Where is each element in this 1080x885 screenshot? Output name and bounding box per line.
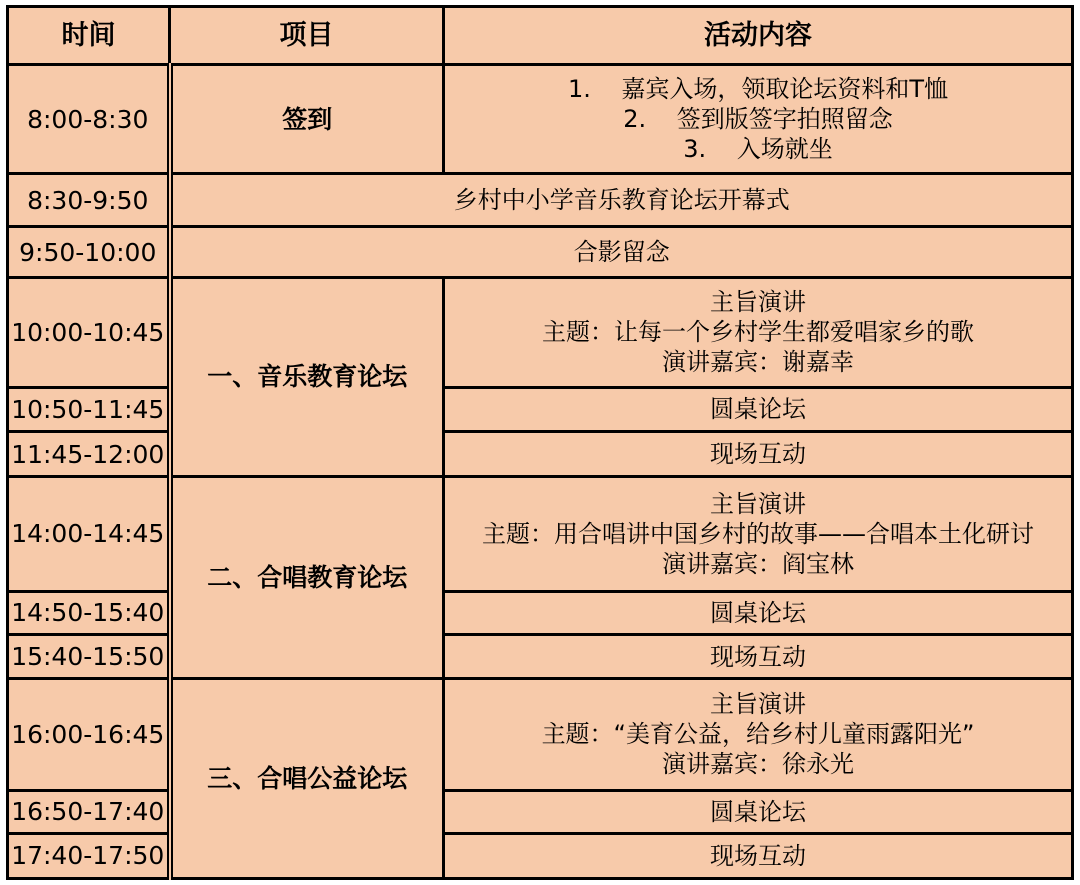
forum1-interaction: 现场互动 bbox=[444, 432, 1073, 477]
forum3-keynote bbox=[444, 678, 1073, 790]
forum3-roundtable: 圆桌论坛 bbox=[444, 790, 1073, 834]
checkin-time: 8:00-8:30 bbox=[8, 64, 170, 174]
keynote-topic: 主题：“美育公益，给乡村儿童雨露阳光” bbox=[541, 720, 975, 749]
header-content: 活动内容 bbox=[444, 7, 1073, 65]
forum2-keynote-time: 14:00-14:45 bbox=[8, 476, 170, 591]
checkin-row bbox=[8, 64, 1073, 174]
checkin-items bbox=[444, 64, 1073, 174]
header-project: 项目 bbox=[170, 7, 444, 65]
opening-content: 乡村中小学音乐教育论坛开幕式 bbox=[170, 174, 1073, 227]
photo-content: 合影留念 bbox=[170, 227, 1073, 278]
keynote-speaker: 演讲嘉宾：谢嘉幸 bbox=[662, 348, 854, 377]
forum1-keynote-time: 10:00-10:45 bbox=[8, 278, 170, 388]
forum2-interaction-row bbox=[8, 635, 1073, 679]
forum1-roundtable-time: 10:50-11:45 bbox=[8, 387, 170, 432]
forum3-roundtable-row bbox=[8, 790, 1073, 834]
keynote-label: 主旨演讲 bbox=[710, 690, 806, 719]
forum2-roundtable-row bbox=[8, 591, 1073, 635]
forum1-project: 一、音乐教育论坛 bbox=[170, 278, 444, 477]
photo-row bbox=[8, 227, 1073, 278]
opening-row bbox=[8, 174, 1073, 227]
forum1-interaction-row bbox=[8, 432, 1073, 477]
keynote-topic: 主题：让每一个乡村学生都爱唱家乡的歌 bbox=[542, 318, 974, 347]
forum1-interaction-time: 11:45-12:00 bbox=[8, 432, 170, 477]
forum3-project: 三、合唱公益论坛 bbox=[170, 678, 444, 878]
keynote-speaker: 演讲嘉宾：阎宝林 bbox=[662, 549, 854, 578]
checkin-project: 签到 bbox=[170, 64, 444, 174]
forum3-roundtable-time: 16:50-17:40 bbox=[8, 790, 170, 834]
forum1-keynote-row bbox=[8, 278, 1073, 388]
forum3-keynote-row bbox=[8, 678, 1073, 790]
forum2-keynote bbox=[444, 476, 1073, 591]
forum2-interaction-time: 15:40-15:50 bbox=[8, 635, 170, 679]
checkin-item: 2. 签到版签字拍照留念 bbox=[623, 105, 893, 134]
forum2-roundtable: 圆桌论坛 bbox=[444, 591, 1073, 635]
forum2-keynote-row bbox=[8, 476, 1073, 591]
keynote-label: 主旨演讲 bbox=[710, 288, 806, 317]
checkin-item: 1. 嘉宾入场，领取论坛资料和T恤 bbox=[567, 75, 949, 104]
forum2-interaction: 现场互动 bbox=[444, 635, 1073, 679]
keynote-speaker: 演讲嘉宾：徐永光 bbox=[662, 750, 854, 779]
agenda-table bbox=[6, 5, 1074, 880]
keynote-topic: 主题：用合唱讲中国乡村的故事——合唱本土化研讨 bbox=[482, 519, 1034, 548]
opening-time: 8:30-9:50 bbox=[8, 174, 170, 227]
forum2-roundtable-time: 14:50-15:40 bbox=[8, 591, 170, 635]
forum2-project: 二、合唱教育论坛 bbox=[170, 476, 444, 678]
forum1-roundtable: 圆桌论坛 bbox=[444, 387, 1073, 432]
forum1-roundtable-row bbox=[8, 387, 1073, 432]
header-time: 时间 bbox=[8, 7, 170, 65]
forum1-keynote bbox=[444, 278, 1073, 388]
checkin-item: 3. 入场就坐 bbox=[683, 135, 833, 164]
photo-time: 9:50-10:00 bbox=[8, 227, 170, 278]
keynote-label: 主旨演讲 bbox=[710, 489, 806, 518]
forum3-interaction-time: 17:40-17:50 bbox=[8, 834, 170, 879]
forum3-keynote-time: 16:00-16:45 bbox=[8, 678, 170, 790]
forum3-interaction: 现场互动 bbox=[444, 834, 1073, 879]
header-row bbox=[8, 7, 1073, 65]
forum3-interaction-row bbox=[8, 834, 1073, 879]
